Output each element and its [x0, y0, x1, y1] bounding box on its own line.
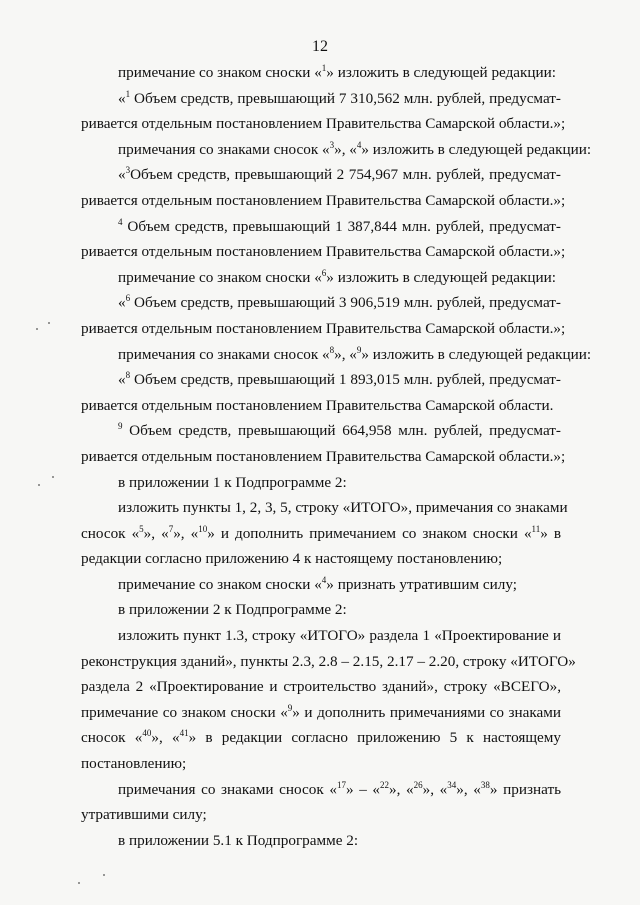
text-line: [81, 751, 561, 777]
footnote-mark: 38: [480, 779, 490, 790]
text-run: Объем средств, превышающий 1 387,844 млн. рублей, предусмат-: [122, 217, 561, 235]
scan-speck: [78, 882, 80, 884]
text-run: в приложении 5.1 к Подпрограмме 2:: [118, 831, 359, 849]
footnote-mark: 22: [380, 779, 390, 790]
text-run: ривается отдельным постановлением Правительства Самарской области.»;: [81, 191, 566, 209]
text-line: [81, 137, 592, 163]
footnote-mark: 1: [321, 63, 327, 73]
scan-speck: [38, 484, 40, 486]
text-line: [81, 265, 561, 291]
text-run: » изложить в следующей редакции:: [326, 268, 557, 286]
footnote-mark: 6: [321, 267, 327, 278]
text-run: », «: [151, 729, 180, 747]
text-run: » и дополнить примечаниями со знаками: [292, 703, 561, 721]
text-run: ривается отдельным постановлением Правительства Самарской области.»;: [81, 447, 566, 465]
footnote-mark: 8: [329, 344, 335, 355]
text-run: сносок «: [81, 729, 143, 747]
text-run: примечание со знаком сноски «: [81, 703, 288, 721]
text-run: в приложении 2 к Подпрограмме 2:: [118, 601, 347, 619]
footnote-mark: 8: [125, 370, 131, 381]
text-run: » признать утратившим силу;: [326, 575, 517, 593]
text-run: «: [118, 89, 126, 107]
text-line: [81, 393, 561, 419]
text-run: примечание со знаком сноски «: [118, 64, 322, 81]
text-run: », «: [334, 140, 357, 158]
text-run: утратившими силу;: [81, 806, 207, 824]
footnote-mark: 4: [356, 139, 362, 150]
text-run: сносок «: [81, 524, 140, 542]
text-line: [81, 495, 568, 521]
text-line: [81, 214, 561, 240]
text-run: «: [118, 294, 126, 312]
text-run: », «: [143, 524, 169, 542]
text-run: «: [118, 371, 126, 389]
text-line: [81, 828, 561, 854]
text-run: » изложить в следующей редакции:: [361, 345, 592, 363]
text-run: », «: [422, 780, 448, 798]
text-run: Объем средств, превышающий 664,958 млн. рублей, предусмат-: [122, 422, 561, 440]
text-run: изложить пункты 1, 2, 3, 5, строку «ИТОГО», примечания со знаками: [118, 499, 568, 517]
text-line: [81, 674, 561, 700]
text-run: примечание со знаком сноски «: [118, 575, 322, 593]
text-run: » – «: [345, 780, 381, 798]
text-run: в приложении 1 к Подпрограмме 2:: [118, 473, 347, 491]
text-line: [81, 649, 576, 675]
footnote-mark: 7: [168, 523, 174, 534]
text-line: [81, 700, 561, 726]
text-run: ривается отдельным постановлением Правительства Самарской области.: [81, 396, 554, 414]
footnote-mark: 26: [413, 779, 423, 790]
text-line: [81, 86, 561, 112]
text-run: Объем средств, превышающий 1 893,015 млн. рублей, предусмат-: [130, 371, 561, 389]
footnote-mark: 10: [198, 523, 208, 534]
footnote-mark: 1: [125, 88, 131, 99]
text-line: [81, 342, 592, 368]
text-line: [81, 802, 561, 828]
text-run: изложить пункт 1.3, строку «ИТОГО» раздела 1 «Проектирование и: [118, 627, 561, 645]
text-run: примечания со знаками сносок «: [118, 780, 337, 798]
text-line: [81, 290, 561, 316]
text-line: [81, 188, 566, 214]
text-run: постановлению;: [81, 755, 187, 773]
footnote-mark: 5: [139, 523, 144, 534]
text-run: Объем средств, превышающий 2 754,967 млн. рублей, предусмат-: [130, 166, 561, 184]
text-run: ривается отдельным постановлением Правительства Самарской области.»;: [81, 319, 566, 337]
text-run: » изложить в следующей редакции:: [361, 140, 592, 158]
text-run: », «: [389, 780, 414, 798]
text-run: Объем средств, превышающий 3 906,519 млн. рублей, предусмат-: [130, 294, 561, 312]
text-line: [81, 623, 561, 649]
text-run: ривается отдельным постановлением Правительства Самарской области.»;: [81, 243, 566, 261]
text-line: [81, 111, 566, 137]
text-run: реконструкция зданий», пункты 2.3, 2.8 – 2.15, 2.17 – 2.20, строку «ИТОГО»: [81, 652, 576, 670]
text-line: [81, 316, 566, 342]
footnote-mark: 4: [118, 216, 123, 227]
text-line: [81, 777, 561, 803]
footnote-mark: 17: [336, 779, 346, 790]
text-run: примечания со знаками сносок «: [118, 140, 330, 158]
text-line: [81, 444, 566, 470]
scan-speck: [36, 328, 38, 330]
text-run: » изложить в следующей редакции:: [326, 64, 557, 81]
footnote-mark: 41: [179, 728, 189, 739]
footnote-mark: 34: [447, 779, 457, 790]
text-run: » в: [540, 524, 562, 542]
footnote-mark: 6: [125, 293, 131, 304]
text-run: », «: [456, 780, 481, 798]
text-run: ривается отдельным постановлением Правительства Самарской области.»;: [81, 115, 566, 133]
text-run: » признать: [489, 780, 562, 798]
scan-speck: [103, 874, 105, 876]
text-line: [81, 60, 561, 86]
footnote-mark: 3: [125, 165, 131, 176]
text-run: » и дополнить примечанием со знаком сноски «: [207, 524, 532, 542]
text-line: [81, 239, 566, 265]
text-line: [81, 470, 561, 496]
footnote-mark: 11: [531, 523, 541, 534]
text-run: раздела 2 «Проектирование и строительство зданий», строку «ВСЕГО»,: [81, 678, 561, 696]
text-line: [81, 546, 561, 572]
text-line: [81, 597, 561, 623]
footnote-mark: 9: [356, 344, 362, 355]
text-run: примечания со знаками сносок «: [118, 345, 330, 363]
scan-speck: [52, 476, 54, 478]
footnote-mark: 9: [118, 421, 123, 432]
text-run: «: [118, 166, 126, 184]
text-run: Объем средств, превышающий 7 310,562 млн. рублей, предусмат-: [130, 89, 561, 107]
text-line: [81, 725, 561, 751]
text-line: [81, 572, 561, 598]
document-body: [81, 60, 592, 853]
footnote-mark: 3: [329, 139, 335, 150]
text-line: [81, 367, 561, 393]
text-line: [81, 521, 561, 547]
scan-speck: [48, 322, 50, 324]
footnote-mark: 4: [321, 574, 327, 585]
footnote-mark: 9: [287, 702, 293, 713]
text-line: [81, 162, 561, 188]
text-run: редакции согласно приложению 4 к настоящему постановлению;: [81, 550, 503, 568]
text-run: » в редакции согласно приложению 5 к настоящему: [188, 729, 562, 747]
text-run: примечание со знаком сноски «: [118, 268, 322, 286]
text-run: », «: [173, 524, 199, 542]
text-line: [81, 418, 561, 444]
text-run: », «: [334, 345, 357, 363]
footnote-mark: 40: [142, 728, 152, 739]
page-number: 12: [312, 38, 328, 55]
